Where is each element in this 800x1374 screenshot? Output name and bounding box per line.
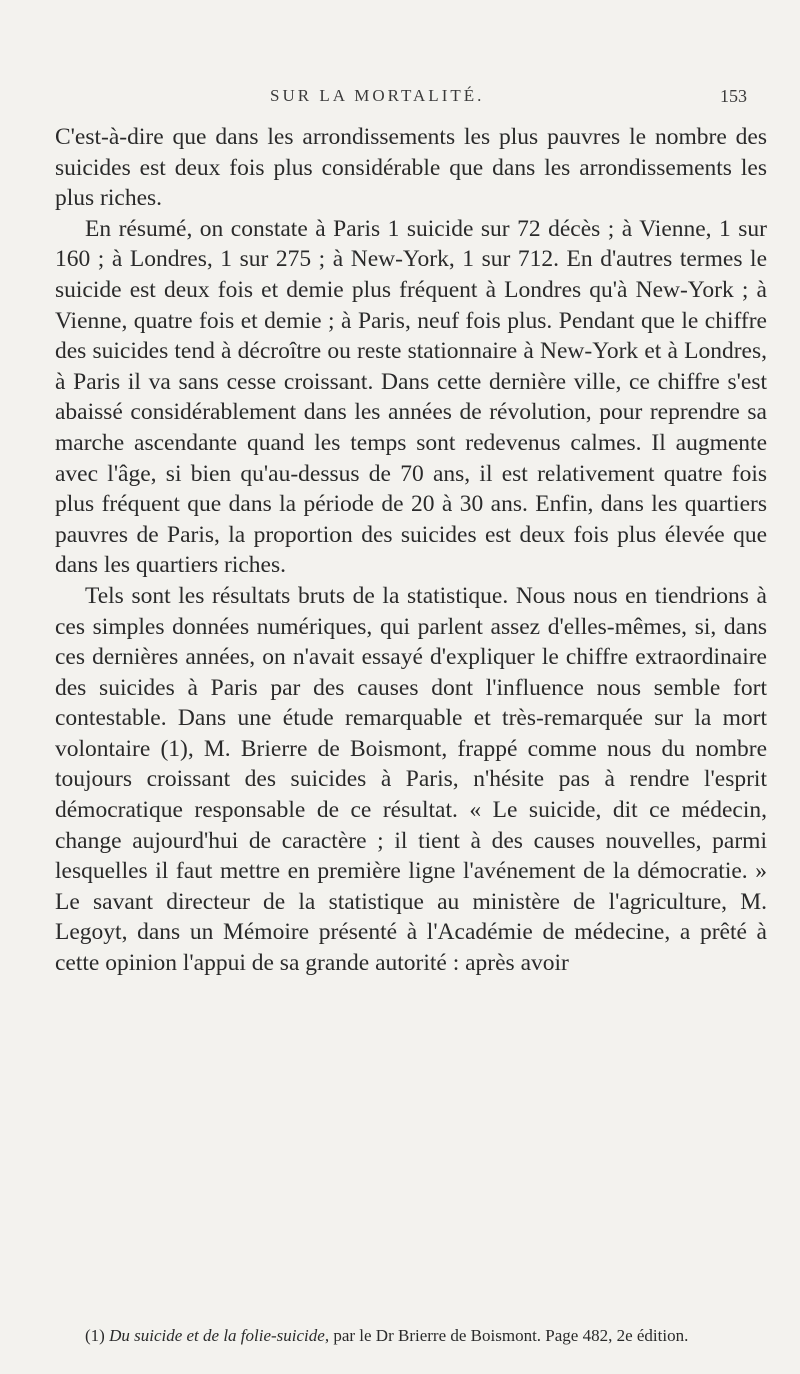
page-number: 153 (720, 86, 747, 106)
running-head (0, 86, 800, 110)
footnote (55, 1325, 767, 1347)
footnote-marker: (1) (85, 1326, 105, 1345)
footnote-text (55, 1325, 767, 1347)
footnote-book-title: Du suicide et de la folie-suicide (109, 1326, 325, 1345)
paragraph-1: C'est-à-dire que dans les arrondissements les plus pauvres le nombre des suicides est deux fois plus considérable que dans les arrondissements les plus riches. (55, 124, 767, 212)
footnote-citation: , par le Dr Brierre de Boismont. Page 482, 2e édition. (324, 1326, 689, 1345)
paragraph-3: Tels sont les résultats bruts de la statistique. Nous nous en tiendrions à ces simples données numériques, qui parlent assez d'elles-mêmes, si, dans ces dernières années, on n'avait essayé d'expliquer le chiffre extraordinaire des suicides à Paris par des causes dont l'influence nous semble fort contestable. Dans une étude remarquable et très-remarquée sur la mort volontaire (1), M. Brierre de Boismont, frappé comme nous du nombre toujours croissant des suicides à Paris, n'hésite pas à rendre l'esprit démocratique responsable de ce résultat. « Le suicide, dit ce médecin, change aujourd'hui de caractère ; il tient à des causes nouvelles, parmi lesquelles il faut mettre en première ligne l'avénement de la démocratie. » Le savant directeur de la statistique au ministère de l'agriculture, M. Legoyt, dans un Mémoire présenté à l'Académie de médecine, a prêté à cette opinion l'appui de sa grande autorité : après avoir (55, 582, 767, 977)
running-title: SUR LA MORTALITÉ. (270, 86, 485, 105)
body-text (55, 122, 767, 979)
paragraph-2: En résumé, on constate à Paris 1 suicide sur 72 décès ; à Vienne, 1 sur 160 ; à Londres, 1 sur 275 ; à New-York, 1 sur 712. En d'autres termes le suicide est deux fois et demie plus fréquent à Londres qu'à New-York ; à Vienne, quatre fois et demie ; à Paris, neuf fois plus. Pendant que le chiffre des suicides tend à décroître ou reste stationnaire à New-York et à Londres, à Paris il va sans cesse croissant. Dans cette dernière ville, ce chiffre s'est abaissé considérablement dans les années de révolution, pour reprendre sa marche ascendante quand les temps sont redevenus calmes. Il augmente avec l'âge, si bien qu'au-dessus de 70 ans, il est relativement quatre fois plus fréquent que dans la période de 20 à 30 ans. Enfin, dans les quartiers pauvres de Paris, la proportion des suicides est deux fois plus élevée que dans les quartiers riches. (55, 215, 767, 579)
